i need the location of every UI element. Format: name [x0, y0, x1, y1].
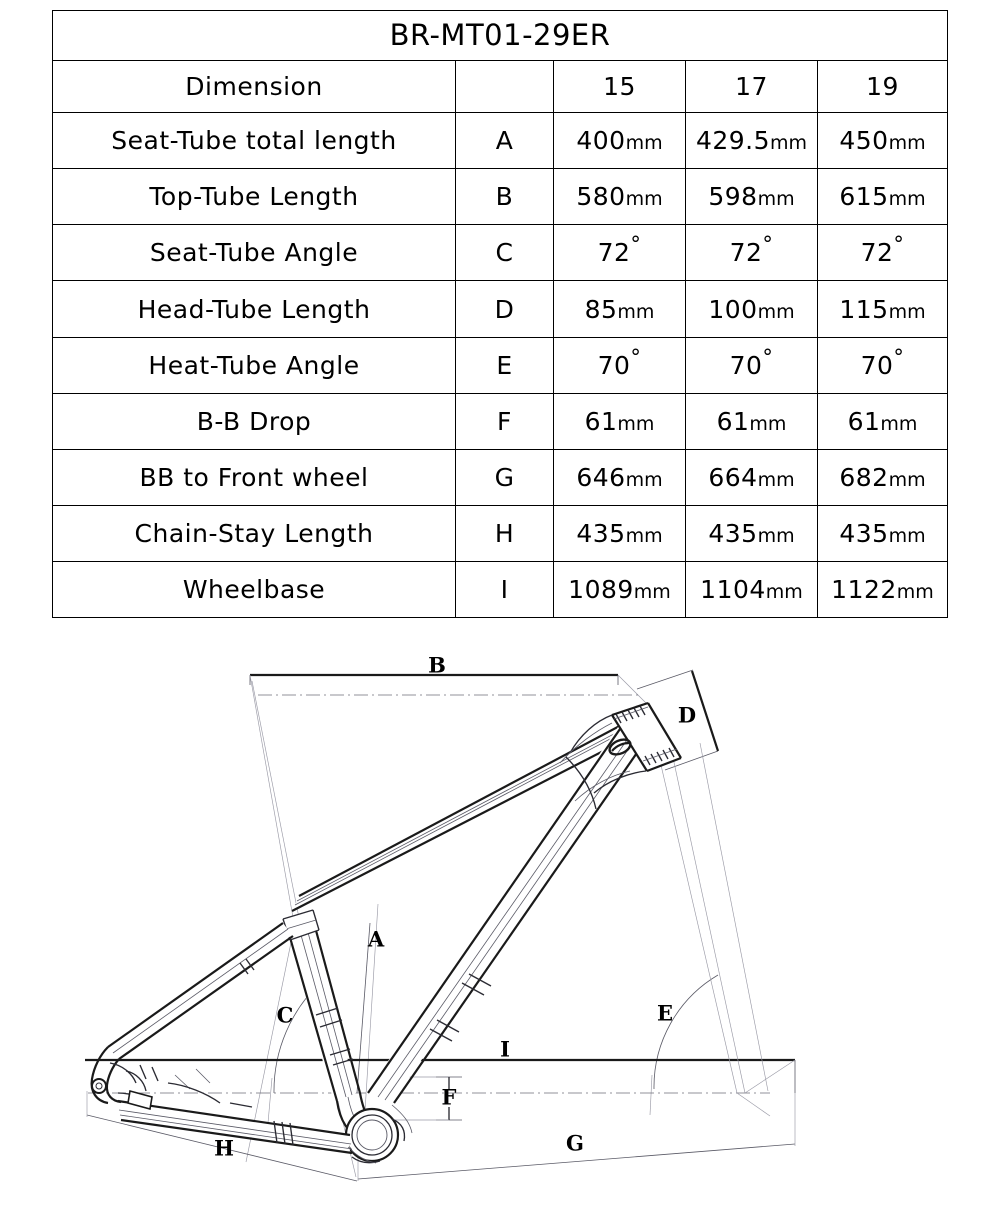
rear-triangle-detail [168, 1069, 252, 1107]
row-label: Wheelbase [53, 561, 456, 617]
row-value: 664mm [686, 449, 818, 505]
table-row [53, 505, 948, 561]
row-letter: I [456, 561, 554, 617]
row-value: 72° [554, 225, 686, 281]
header-size-15: 15 [554, 60, 686, 113]
dimension-label-b: B [428, 652, 446, 678]
row-letter: C [456, 225, 554, 281]
row-value: 598mm [686, 169, 818, 225]
table-row [53, 561, 948, 617]
row-value: 682mm [818, 449, 948, 505]
row-value: 61mm [554, 393, 686, 449]
row-letter: A [456, 113, 554, 169]
frame-tubes [92, 703, 681, 1163]
frame-geometry-table [52, 10, 948, 618]
rear-dropout [92, 1047, 158, 1109]
header-size-19: 19 [818, 60, 948, 113]
table-row [53, 337, 948, 393]
row-letter: H [456, 505, 554, 561]
row-value: 70° [818, 337, 948, 393]
dimension-label-c: C [276, 1002, 294, 1028]
table-row [53, 449, 948, 505]
model-title: BR-MT01-29ER [53, 11, 948, 61]
row-letter: G [456, 449, 554, 505]
table-title-row [53, 11, 948, 61]
row-label: B-B Drop [53, 393, 456, 449]
row-label: Chain-Stay Length [53, 505, 456, 561]
row-value: 72° [818, 225, 948, 281]
seat-tube [283, 910, 360, 1103]
row-letter: E [456, 337, 554, 393]
frame-drawing [0, 623, 1000, 1232]
header-size-17: 17 [686, 60, 818, 113]
dimension-label-e: E [656, 1000, 674, 1026]
row-value: 1104mm [686, 561, 818, 617]
row-value: 72° [686, 225, 818, 281]
row-letter: F [456, 393, 554, 449]
row-label: BB to Front wheel [53, 449, 456, 505]
row-value: 429.5mm [686, 113, 818, 169]
dimension-label-f: F [441, 1084, 457, 1110]
table-row [53, 281, 948, 337]
row-value: 580mm [554, 169, 686, 225]
row-value: 400mm [554, 113, 686, 169]
row-label: Top-Tube Length [53, 169, 456, 225]
row-value: 435mm [686, 505, 818, 561]
dimension-label-g: G [566, 1130, 584, 1156]
row-value: 615mm [818, 169, 948, 225]
top-tube [292, 711, 658, 911]
bottom-bracket [346, 1109, 405, 1163]
dimension-label-i: I [500, 1036, 510, 1062]
dimension-label-d: D [677, 702, 697, 728]
row-value: 70° [554, 337, 686, 393]
row-value: 61mm [686, 393, 818, 449]
table-header-row [53, 60, 948, 113]
frame-line-art [0, 623, 1000, 1232]
row-value: 100mm [686, 281, 818, 337]
row-value: 85mm [554, 281, 686, 337]
row-label: Seat-Tube Angle [53, 225, 456, 281]
row-value: 435mm [818, 505, 948, 561]
table-row [53, 225, 948, 281]
row-value: 1122mm [818, 561, 948, 617]
row-letter: B [456, 169, 554, 225]
header-letter [456, 60, 554, 113]
row-value: 115mm [818, 281, 948, 337]
row-value: 450mm [818, 113, 948, 169]
dimension-lines [85, 670, 795, 1181]
table-row [53, 169, 948, 225]
row-value: 646mm [554, 449, 686, 505]
chain-stay [118, 1101, 352, 1153]
dimension-label-h: H [214, 1135, 234, 1161]
dimension-label-a: A [367, 926, 385, 952]
row-value: 435mm [554, 505, 686, 561]
row-value: 61mm [818, 393, 948, 449]
row-label: Seat-Tube total length [53, 113, 456, 169]
row-label: Head-Tube Length [53, 281, 456, 337]
seat-stay [106, 923, 293, 1059]
row-letter: D [456, 281, 554, 337]
header-dimension: Dimension [53, 60, 456, 113]
table-row [53, 113, 948, 169]
table-row [53, 393, 948, 449]
row-value: 1089mm [554, 561, 686, 617]
row-label: Heat-Tube Angle [53, 337, 456, 393]
row-value: 70° [686, 337, 818, 393]
